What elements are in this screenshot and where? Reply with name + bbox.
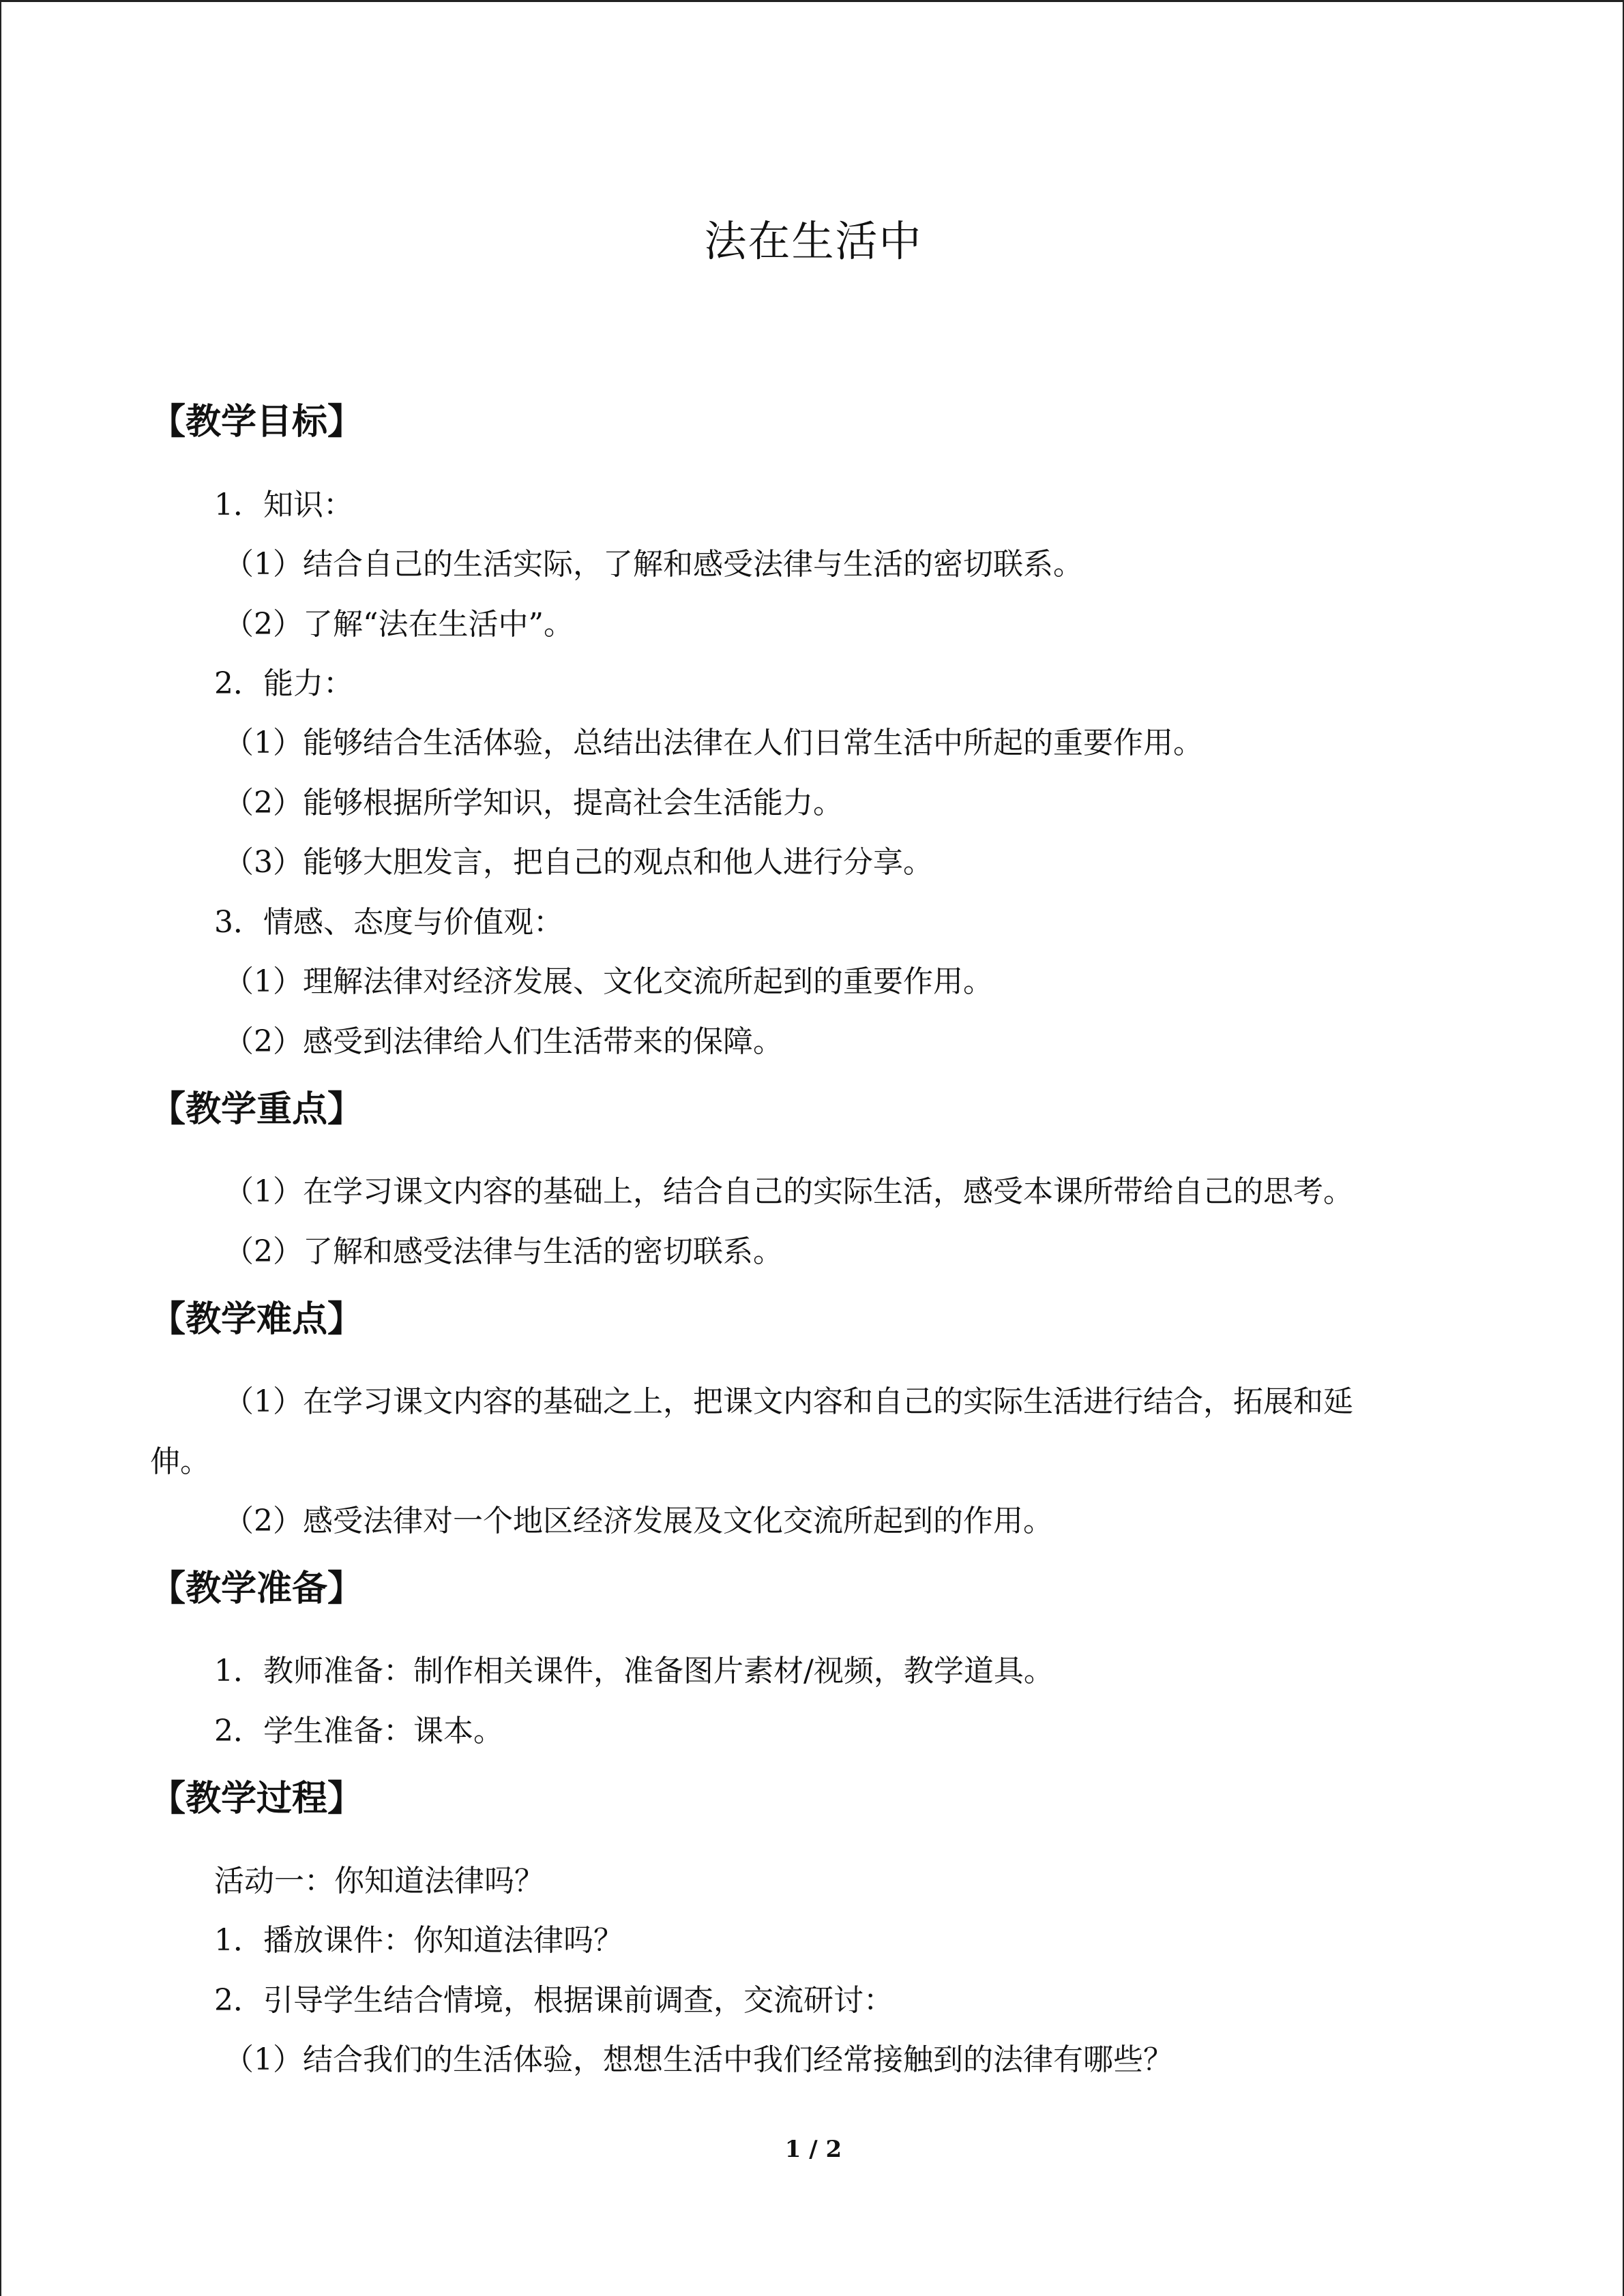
objectives-line: （3）能够大胆发言，把自己的观点和他人进行分享。: [224, 845, 933, 880]
process-line: 活动一：你知道法律吗？: [214, 1864, 544, 1898]
objectives-line: （2）了解“法在生活中”。: [224, 607, 574, 642]
difficulties-line: （2）感受法律对一个地区经济发展及文化交流所起到的作用。: [224, 1504, 1053, 1538]
objectives-line: 1．知识：: [214, 488, 353, 522]
preparation-line: 1．教师准备：制作相关课件，准备图片素材/视频，教学道具。: [214, 1654, 1054, 1688]
objectives-line: （2）能够根据所学知识，提高社会生活能力。: [224, 786, 843, 820]
process-line: 1．播放课件：你知道法律吗？: [214, 1923, 623, 1958]
objectives-line: （1）理解法律对经济发展、文化交流所起到的重要作用。: [224, 964, 993, 999]
section-heading-objectives: 【教学目标】: [150, 402, 364, 443]
difficulties-line: （1）在学习课文内容的基础之上，把课文内容和自己的实际生活进行结合，拓展和延: [224, 1384, 1353, 1419]
page-number: 1 / 2: [784, 2136, 842, 2163]
objectives-line: 3．情感、态度与价值观：: [214, 905, 563, 940]
section-heading-key-points: 【教学重点】: [150, 1089, 364, 1130]
objectives-line: （2）感受到法律给人们生活带来的保障。: [224, 1024, 783, 1059]
objectives-line: （1）能够结合生活体验，总结出法律在人们日常生活中所起的重要作用。: [224, 726, 1203, 760]
key-points-line: （1）在学习课文内容的基础上，结合自己的实际生活，感受本课所带给自己的思考。: [224, 1174, 1353, 1209]
section-heading-process: 【教学过程】: [150, 1778, 364, 1819]
document-title: 法在生活中: [704, 216, 923, 266]
section-heading-preparation: 【教学准备】: [150, 1568, 364, 1609]
objectives-line: 2．能力：: [214, 666, 353, 701]
key-points-line: （2）了解和感受法律与生活的密切联系。: [224, 1234, 783, 1269]
objectives-line: （1）结合自己的生活实际，了解和感受法律与生活的密切联系。: [224, 547, 1083, 582]
process-line: （1）结合我们的生活体验，想想生活中我们经常接触到的法律有哪些？: [224, 2042, 1173, 2077]
section-heading-difficulties: 【教学难点】: [150, 1299, 364, 1340]
difficulties-line: 伸。: [150, 1444, 210, 1479]
preparation-line: 2．学生准备：课本。: [214, 1714, 503, 1748]
process-line: 2．引导学生结合情境，根据课前调查，交流研讨：: [214, 1983, 894, 2018]
